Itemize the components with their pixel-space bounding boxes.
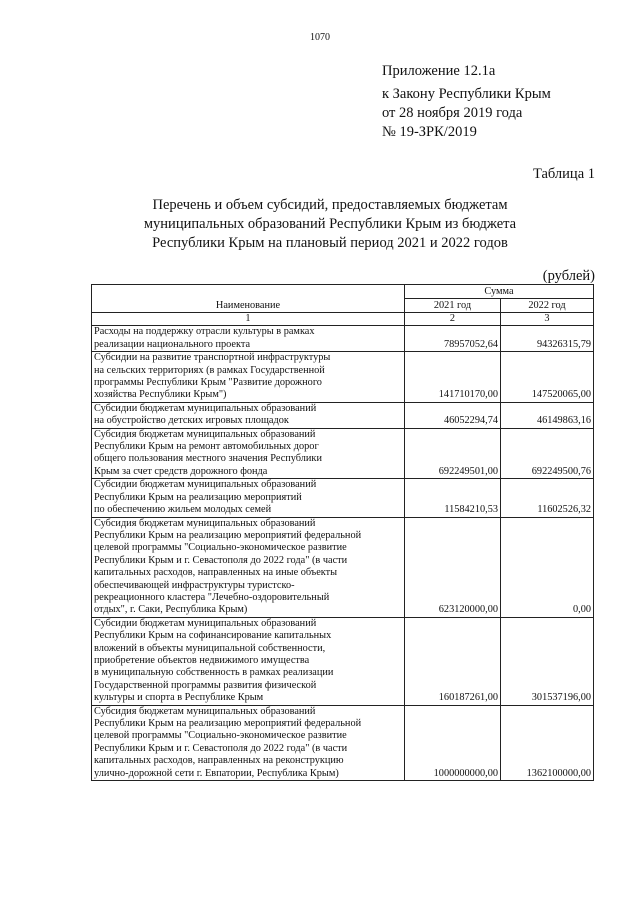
document-title xyxy=(60,196,600,253)
row-name-line: улично-дорожной сети г. Евпатории, Республика Крым) xyxy=(94,767,339,779)
row-name xyxy=(92,352,405,403)
row-name-line: капитальных расходов, направленных на реконструкцию xyxy=(94,755,344,767)
row-name xyxy=(92,402,405,428)
row-value-2021: 623120000,00 xyxy=(405,517,501,617)
annex-line: № 19-ЗРК/2019 xyxy=(382,124,477,140)
row-name-line: Республики Крым и г. Севастополя до 2022 года" (в части xyxy=(94,554,348,566)
row-name xyxy=(92,517,405,617)
page-number: 1070 xyxy=(310,32,330,43)
row-value-2022: 11602526,32 xyxy=(501,479,594,517)
column-number-3: 3 xyxy=(501,313,594,326)
row-value-2021: 692249501,00 xyxy=(405,428,501,479)
row-value-2022: 147520065,00 xyxy=(501,352,594,403)
row-name-line: общего пользования местного значения Республики xyxy=(94,453,322,465)
units-label: (рублей) xyxy=(542,268,595,284)
table-row xyxy=(92,428,594,479)
row-name-line: на обустройство детских игровых площадок xyxy=(94,415,289,427)
subsidies-table xyxy=(91,284,594,781)
row-name-line: Республики Крым на реализацию мероприятий федеральной xyxy=(94,718,362,729)
row-name-line: капитальных расходов, направленных на иные объекты xyxy=(94,567,338,579)
row-value-2021: 46052294,74 xyxy=(405,402,501,428)
row-name xyxy=(92,479,405,517)
row-name xyxy=(92,326,405,352)
row-value-2022: 0,00 xyxy=(501,517,594,617)
row-name-line: Субсидия бюджетам муниципальных образований xyxy=(94,428,316,440)
row-name-line: Республики Крым на реализацию мероприятий xyxy=(94,491,302,503)
row-name-line: целевой программы "Социально-экономическое развитие xyxy=(94,730,347,742)
table-row xyxy=(92,705,594,780)
title-line: Республики Крым на плановый период 2021 и 2022 годов xyxy=(152,235,508,251)
row-name-line: Государственной программы развития физической xyxy=(94,679,317,691)
row-name xyxy=(92,617,405,705)
row-name-line: Республики Крым на ремонт автомобильных дорог xyxy=(94,441,319,453)
annex-title: Приложение 12.1а xyxy=(382,63,496,79)
row-name-line: хозяйства Республики Крым") xyxy=(94,389,227,401)
row-name-line: программы Республики Крым "Развитие дорожного xyxy=(94,377,322,389)
table-row xyxy=(92,517,594,617)
row-value-2022: 94326315,79 xyxy=(501,326,594,352)
column-number-2: 2 xyxy=(405,313,501,326)
row-name-line: Республики Крым и г. Севастополя до 2022 года" (в части xyxy=(94,742,348,754)
table-label: Таблица 1 xyxy=(532,166,595,182)
row-name-line: Субсидии бюджетам муниципальных образований xyxy=(94,479,317,491)
row-name-line: обеспечивающей инфраструктуры туристско- xyxy=(94,579,295,591)
header-year-2021: 2021 год xyxy=(405,299,501,313)
row-value-2021: 78957052,64 xyxy=(405,326,501,352)
row-name-line: Субсидия бюджетам муниципальных образований xyxy=(94,705,316,717)
row-name-line: культуры и спорта в Республике Крым xyxy=(94,692,264,704)
row-name-line: Субсидии бюджетам муниципальных образований xyxy=(94,617,317,629)
annex-block xyxy=(382,62,551,142)
row-value-2022: 1362100000,00 xyxy=(501,705,594,780)
annex-line: от 28 ноября 2019 года xyxy=(382,105,523,121)
row-value-2022: 46149863,16 xyxy=(501,402,594,428)
row-name-line: рекреационного кластера "Лечебно-оздоровительный xyxy=(94,591,330,603)
table-row xyxy=(92,479,594,517)
header-name: Наименование xyxy=(92,285,405,313)
row-name-line: Субсидия бюджетам муниципальных образований xyxy=(94,517,316,529)
row-value-2021: 141710170,00 xyxy=(405,352,501,403)
row-name-line: Республики Крым на софинансирование капитальных xyxy=(94,630,332,642)
row-name-line: вложений в объекты муниципальной собственности, xyxy=(94,642,326,654)
row-name-line: Республики Крым на реализацию мероприятий федеральной xyxy=(94,529,362,541)
row-name-line: на сельских территориях (в рамках Государственной xyxy=(94,364,325,376)
row-value-2021: 1000000000,00 xyxy=(405,705,501,780)
row-name xyxy=(92,428,405,479)
row-name-line: в муниципальную собственность в рамках реализации xyxy=(94,667,334,679)
annex-line: к Закону Республики Крым xyxy=(382,86,551,102)
row-name-line: целевой программы "Социально-экономическое развитие xyxy=(94,542,347,554)
table-row xyxy=(92,352,594,403)
row-name xyxy=(92,705,405,780)
title-line: Перечень и объем субсидий, предоставляемых бюджетам xyxy=(152,197,508,213)
row-name-line: отдых", г. Саки, Республика Крым) xyxy=(94,604,248,616)
header-sum: Сумма xyxy=(405,285,594,299)
row-value-2022: 301537196,00 xyxy=(501,617,594,705)
title-line: муниципальных образований Республики Крым из бюджета xyxy=(143,216,517,232)
row-name-line: Крым за счет средств дорожного фонда xyxy=(94,465,268,477)
row-name-line: приобретение объектов недвижимого имущества xyxy=(94,654,310,666)
table-row xyxy=(92,617,594,705)
row-value-2022: 692249500,76 xyxy=(501,428,594,479)
row-value-2021: 160187261,00 xyxy=(405,617,501,705)
row-name-line: Расходы на поддержку отрасли культуры в рамках xyxy=(94,326,315,338)
header-year-2022: 2022 год xyxy=(501,299,594,313)
table-row xyxy=(92,402,594,428)
column-number-1: 1 xyxy=(92,313,405,326)
row-name-line: реализации национального проекта xyxy=(94,338,251,350)
row-name-line: по обеспечению жильем молодых семей xyxy=(94,504,272,516)
row-name-line: Субсидии бюджетам муниципальных образований xyxy=(94,402,317,414)
table-row xyxy=(92,326,594,352)
row-value-2021: 11584210,53 xyxy=(405,479,501,517)
row-name-line: Субсидии на развитие транспортной инфраструктуры xyxy=(94,352,331,364)
